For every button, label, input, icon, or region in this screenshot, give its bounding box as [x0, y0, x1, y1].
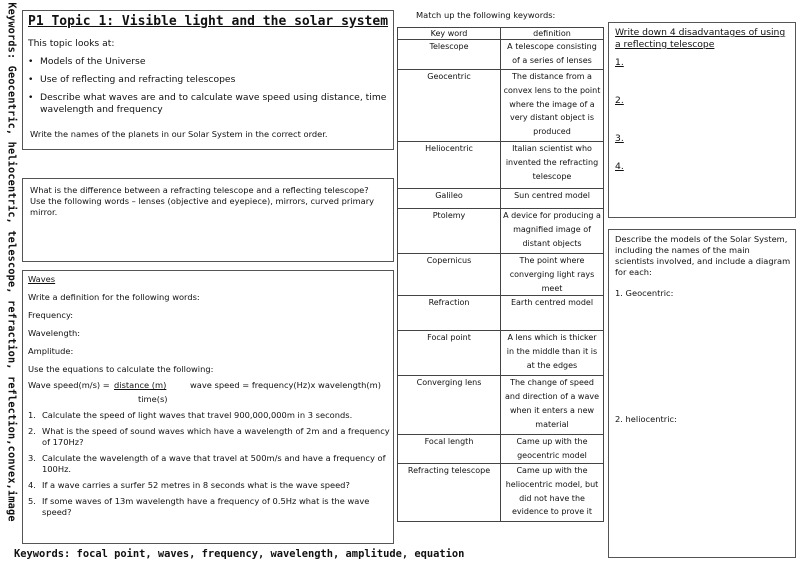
intro-bullet: • Models of the Universe: [28, 56, 388, 68]
table-row: Focal point A lens which is thicker in the middle than it is at the edges: [398, 331, 604, 376]
disadvantage-item: 3.: [615, 133, 624, 144]
question-item: 4. If a wave carries a surfer 52 metres in 8 seconds what is the wave speed?: [28, 480, 350, 490]
eq1-numerator: distance (m): [114, 380, 167, 390]
disadvantage-item: 2.: [615, 95, 624, 106]
table-row: Telescope A telescope consisting of a series of lenses: [398, 40, 604, 70]
col-definition: definition: [501, 28, 604, 40]
model-heliocentric: 2. heliocentric:: [615, 414, 677, 424]
question-item: 2. What is the speed of sound waves which have a wavelength of 2m and a frequency of 170Hz?: [28, 426, 390, 447]
question-item: 1. Calculate the speed of light waves that travel 900,000,000m in 3 seconds.: [28, 410, 353, 420]
disadvantages-heading: Write down 4 disadvantages of using a reflecting telescope: [615, 27, 786, 50]
table-row: Refracting telescope Came up with the heliocentric model, but did not have the evidence to prove it: [398, 463, 604, 521]
question-item: 3. Calculate the wavelength of a wave that travel at 500m/s and have a frequency of 100Hz.: [28, 453, 386, 474]
table-row: Refraction Earth centred model: [398, 296, 604, 331]
term-wavelength: Wavelength:: [28, 328, 81, 338]
intro-bullet: • Describe what waves are and to calculate wave speed using distance, time wavelength and frequency: [28, 92, 388, 116]
table-header-row: [398, 28, 604, 40]
table-row: Heliocentric Italian scientist who invented the refracting telescope: [398, 142, 604, 189]
waves-section: [28, 274, 390, 523]
table-row: Focal length Came up with the geocentric model: [398, 435, 604, 464]
questions-list: [28, 410, 390, 518]
telescope-question: What is the difference between a refracting telescope and a reflecting telescope? Use the following words – lenses (objective and eyepiece), mirrors, curved primary mirror.: [30, 185, 375, 217]
eq1-prefix: Wave speed(m/s) =: [28, 380, 110, 390]
disadvantage-item: 1.: [615, 57, 624, 68]
define-prompt: Write a definition for the following words:: [28, 292, 200, 302]
table-row: Galileo Sun centred model: [398, 189, 604, 209]
question-item: 5. If some waves of 13m wavelength have a frequency of 0.5Hz what is the wave speed?: [28, 496, 370, 517]
models-heading: Describe the models of the Solar System, including the names of the main scientists involved, and include a diagram for each:: [615, 234, 791, 277]
term-amplitude: Amplitude:: [28, 346, 74, 356]
intro-section: [28, 38, 388, 122]
disadvantages-section: [615, 27, 791, 173]
equations: [28, 380, 390, 406]
models-section: [615, 234, 791, 425]
table-row: Converging lens The change of speed and direction of a wave when it enters a new material: [398, 376, 604, 435]
intro-bullet: • Use of reflecting and refracting telescopes: [28, 74, 388, 86]
planets-prompt: Write the names of the planets in our Solar System in the correct order.: [30, 129, 328, 139]
side-keywords-text: Keywords: Geocentric, heliocentric, telescope, refraction, reflection,convex,image: [5, 2, 17, 522]
bottom-keywords: Keywords: focal point, waves, frequency, wavelength, amplitude, equation: [14, 548, 465, 560]
intro-list: [28, 56, 388, 116]
table-row: Geocentric The distance from a convex lens to the point where the image of a very distant object is produced: [398, 70, 604, 142]
term-frequency: Frequency:: [28, 310, 74, 320]
waves-heading: Waves: [28, 274, 56, 284]
disadvantage-item: 4.: [615, 161, 624, 172]
col-keyword: Key word: [398, 28, 501, 40]
table-row: Copernicus The point where converging light rays meet: [398, 254, 604, 296]
equations-prompt: Use the equations to calculate the following:: [28, 364, 214, 374]
eq1-denominator: time(s): [138, 394, 168, 404]
page-title: P1 Topic 1: Visible light and the solar system: [28, 14, 389, 29]
side-keywords: [4, 2, 18, 522]
match-heading: Match up the following keywords:: [416, 10, 556, 20]
table-row: Ptolemy A device for producing a magnified image of distant objects: [398, 209, 604, 254]
eq2: wave speed = frequency(Hz)x wavelength(m): [190, 380, 381, 390]
intro-heading: This topic looks at:: [28, 38, 115, 49]
model-geocentric: 1. Geocentric:: [615, 288, 674, 298]
keyword-table: [397, 27, 604, 522]
